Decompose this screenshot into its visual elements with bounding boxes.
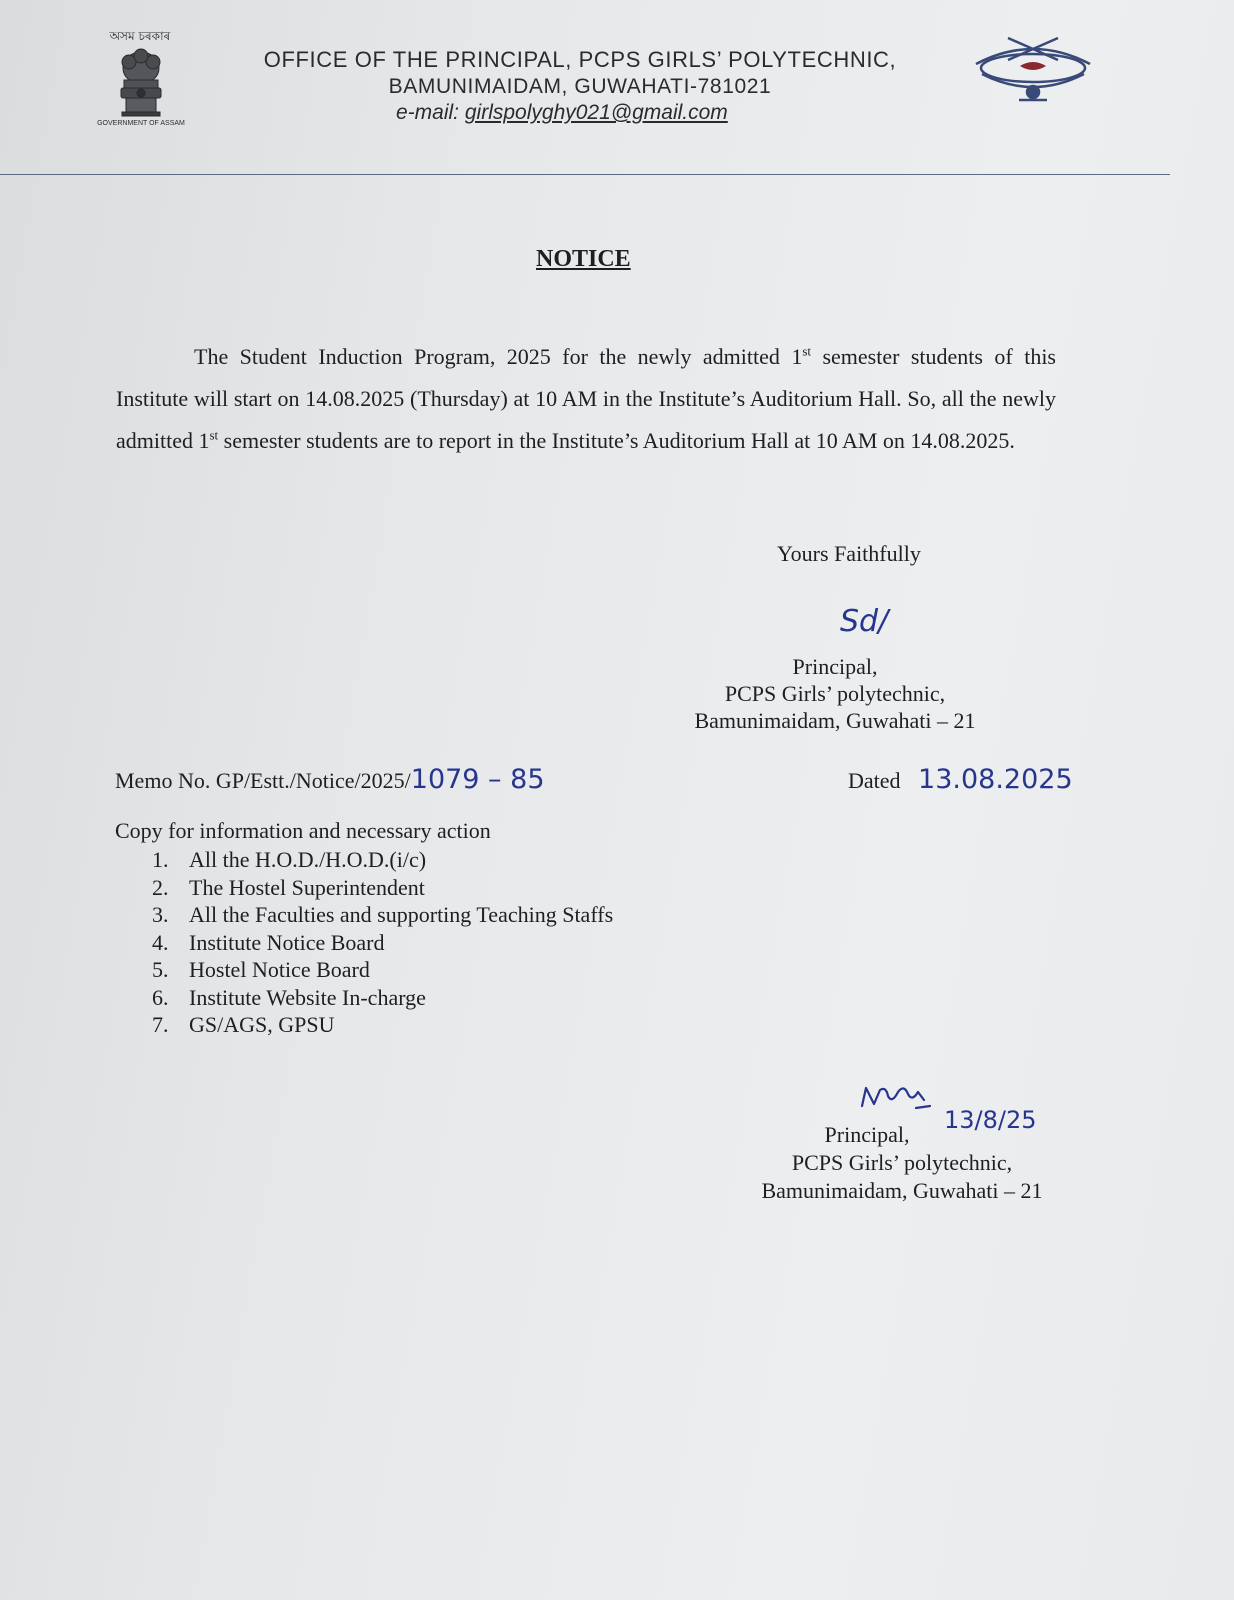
memo-handwritten-date: 13.08.2025 — [918, 764, 1073, 795]
handwritten-sd: Sd/ — [840, 604, 889, 639]
institute-logo-icon — [972, 30, 1094, 108]
emblem-bottom-text: GOVERNMENT OF ASSAM — [97, 120, 185, 127]
signatory-org: PCPS Girls’ polytechnic, — [724, 681, 946, 706]
signature-handwritten-date: 13/8/25 — [944, 1106, 1037, 1134]
notice-body-part-2: semester students of this Institute will start on 14.08.2025 (Thursday) at 10 AM in the Institute’s Auditorium Hall. So, all the newly admitted 1 — [116, 344, 1056, 453]
header-divider — [0, 174, 1170, 175]
email-label: e-mail: — [396, 101, 460, 124]
copy-intro: Copy for information and necessary action — [115, 818, 491, 843]
memo-handwritten-number: 1079 – 85 — [410, 764, 545, 795]
signatory-title: Principal, — [824, 1122, 910, 1147]
emblem-top-text: অসম চৰকাৰ — [109, 29, 171, 43]
signatory-address: Bamunimaidam, Guwahati – 21 — [761, 1178, 1043, 1203]
list-item: 7. GS/AGS, GPSU — [152, 1012, 335, 1037]
list-item: 4. Institute Notice Board — [152, 929, 385, 955]
notice-title: NOTICE — [536, 246, 631, 272]
memo-number — [115, 764, 545, 795]
email-link[interactable]: girlspolyghy021@gmail.com — [464, 101, 728, 124]
header-line-1: OFFICE OF THE PRINCIPAL, PCPS GIRLS’ POLYTECHNIC, — [263, 47, 897, 72]
list-item: 1. All the H.O.D./H.O.D.(i/c) — [152, 847, 427, 872]
notice-body-part-1: The Student Induction Program, 2025 for the newly admitted 1 — [194, 344, 803, 369]
signature-block-1 — [670, 653, 1000, 734]
handwritten-signature — [858, 1078, 938, 1118]
closing-yours-faithfully: Yours Faithfully — [777, 541, 921, 566]
dated-label: Dated — [848, 768, 901, 793]
memo-date — [848, 764, 1073, 795]
signatory-address: Bamunimaidam, Guwahati – 21 — [694, 708, 976, 733]
memo-prefix: Memo No. GP/Estt./Notice/2025/ — [115, 768, 411, 793]
list-item: 6. Institute Website In-charge — [152, 984, 426, 1010]
signatory-org: PCPS Girls’ polytechnic, — [791, 1150, 1013, 1175]
header-email — [396, 101, 728, 125]
notice-body-part-3: semester students are to report in the Institute’s Auditorium Hall at 10 AM on 14.08.2025. — [218, 428, 1015, 453]
superscript-st-2: st — [209, 427, 219, 443]
signatory-title: Principal, — [792, 654, 878, 679]
list-item: 5. Hostel Notice Board — [152, 957, 370, 982]
copy-list — [152, 846, 613, 1039]
superscript-st-1: st — [802, 343, 811, 359]
signature-block-2 — [737, 1121, 1067, 1205]
list-item: 3. All the Faculties and supporting Teaching Staffs — [152, 902, 614, 927]
list-item: 2. The Hostel Superintendent — [152, 874, 425, 900]
state-emblem-icon — [86, 42, 196, 132]
state-emblem — [86, 26, 196, 136]
notice-body — [116, 336, 1056, 462]
header-line-2: BAMUNIMAIDAM, GUWAHATI-781021 — [388, 75, 772, 98]
